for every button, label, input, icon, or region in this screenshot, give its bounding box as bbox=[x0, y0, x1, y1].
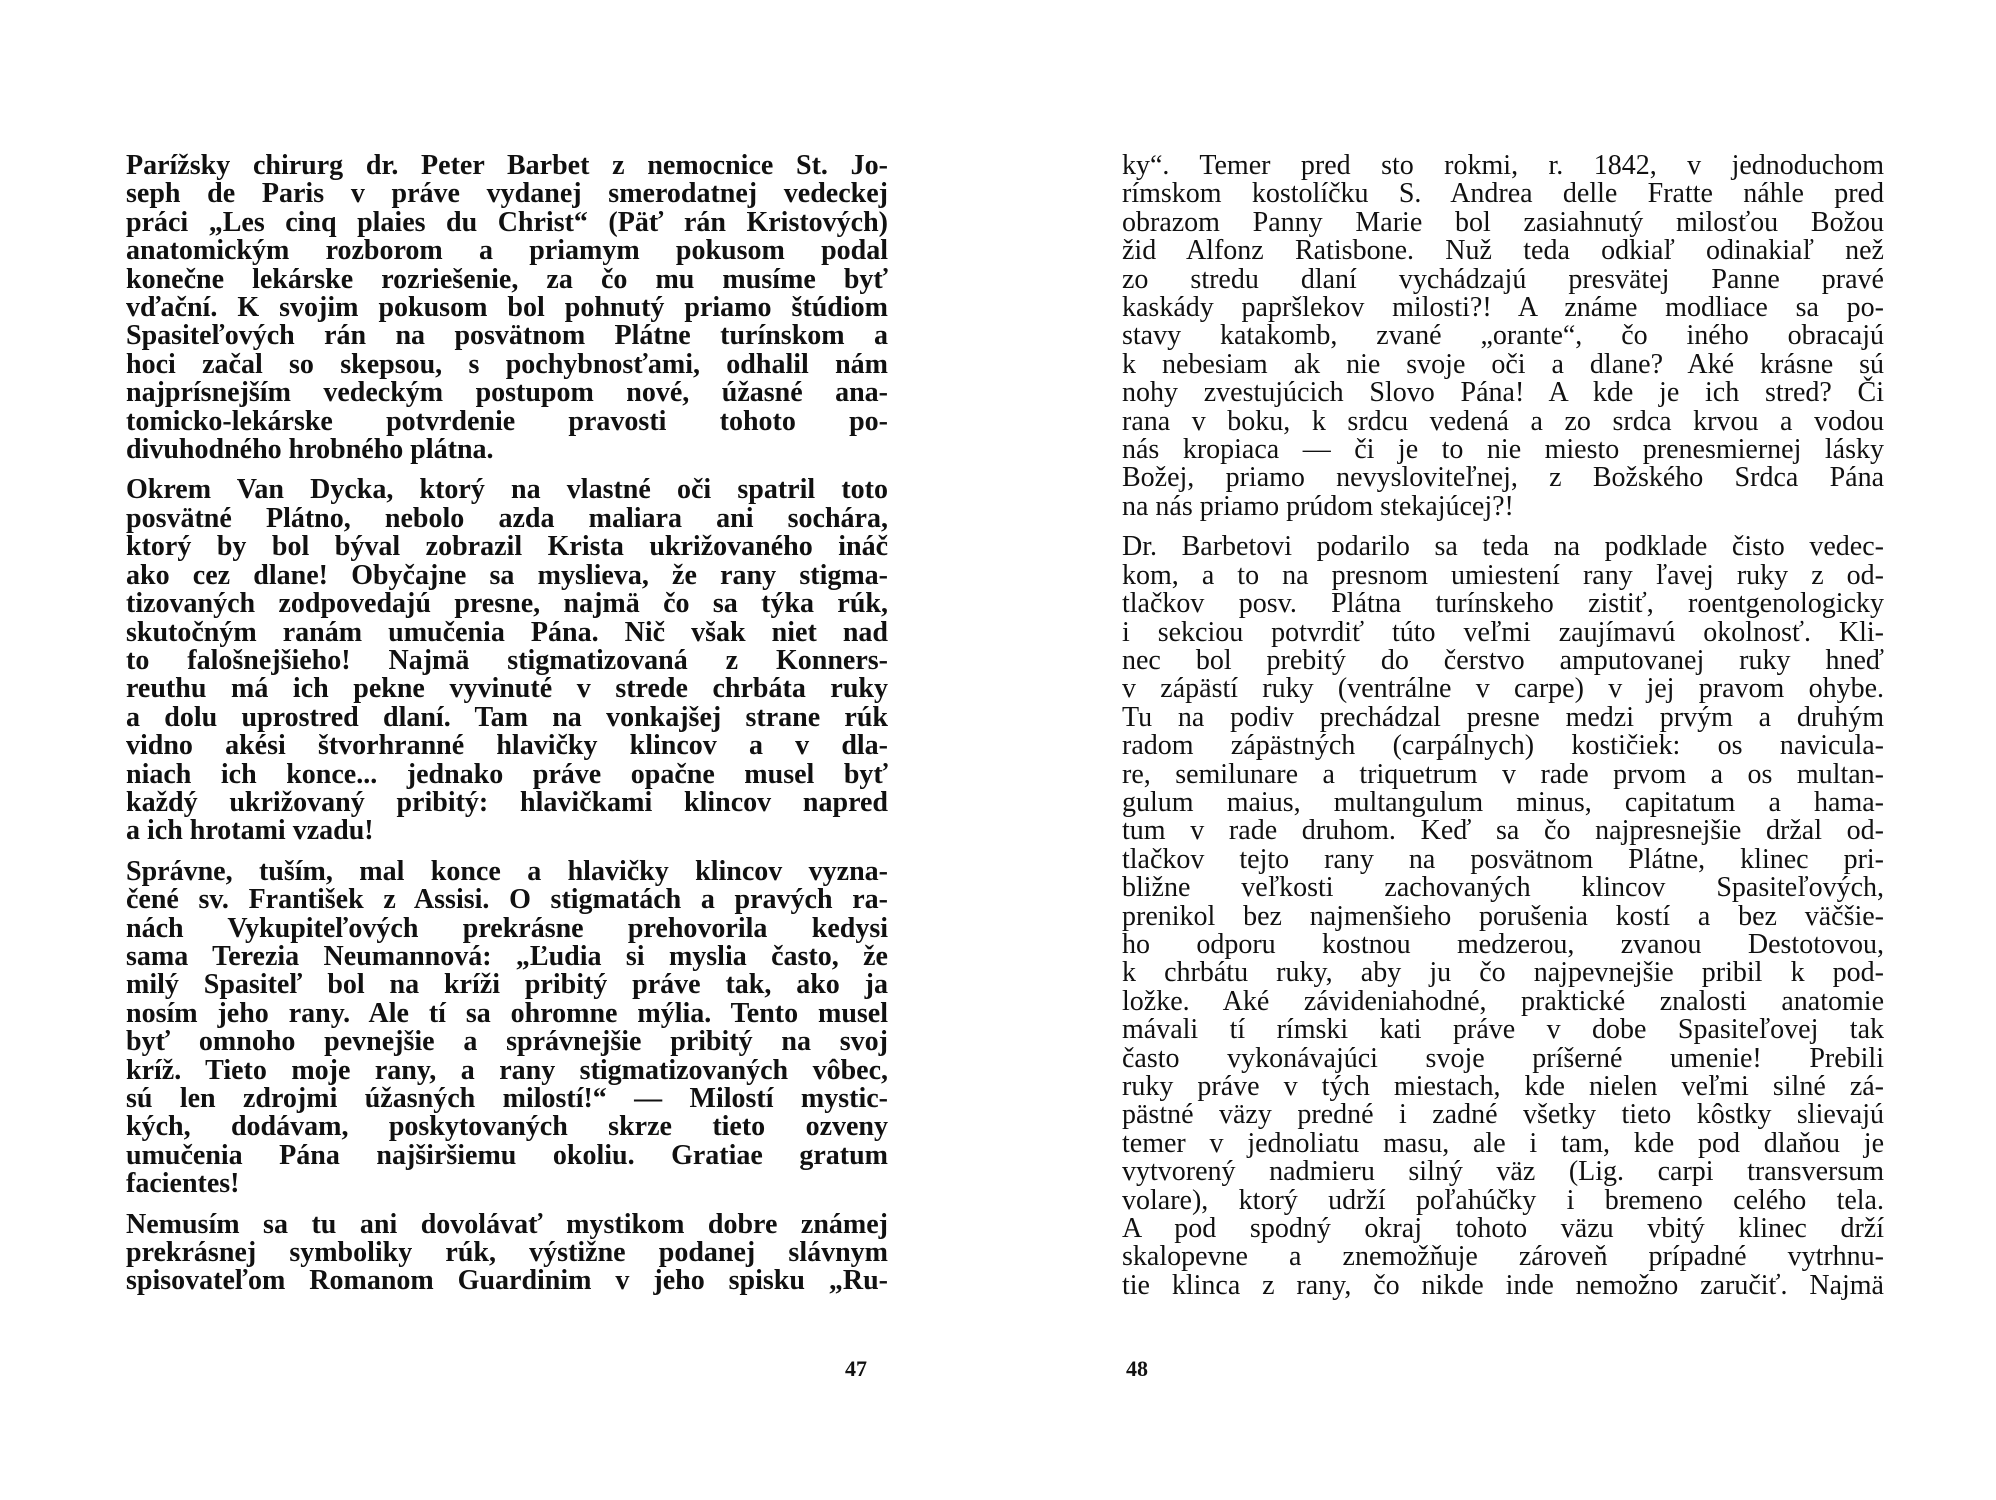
text-line: hoci začal so skepsou, s pochybnosťami, odhalil nám bbox=[126, 348, 888, 380]
text-line: najprísnejším vedeckým postupom nové, úžasné ana- bbox=[126, 377, 888, 409]
text-line: mávali tí rímski kati práve v dobe Spasiteľovej tak bbox=[1122, 1014, 1884, 1046]
text-line: vytvorený nadmieru silný väz (Lig. carpi transversum bbox=[1122, 1156, 1884, 1188]
text-line: Správne, tuším, mal konce a hlavičky klincov vyzna- bbox=[126, 855, 888, 887]
paragraph bbox=[126, 152, 888, 464]
text-line: sú len zdrojmi úžasných milostí!“ — Milostí mystic- bbox=[126, 1083, 888, 1114]
text-line: rímskom kostolíčku S. Andrea delle Fratte náhle pred bbox=[1122, 178, 1884, 210]
text-line: tizovaných zodpovedajú presne, najmä čo sa týka rúk, bbox=[126, 588, 888, 620]
text-line: Okrem Van Dycka, ktorý na vlastné oči spatril toto bbox=[126, 474, 888, 506]
text-line: čené sv. František z Assisi. O stigmatách a pravých ra- bbox=[126, 884, 888, 916]
text-line: k nebesiam ak nie svoje oči a dlane? Aké krásne sú bbox=[1122, 348, 1884, 380]
text-line: ložke. Aké závideniahodné, praktické znalosti anatomie bbox=[1122, 985, 1884, 1017]
text-line: nách Vykupiteľových prekrásne prehovorila kedysi bbox=[126, 912, 888, 944]
text-line: rana v boku, k srdcu vedená a zo srdca krvou a vodou bbox=[1122, 405, 1884, 437]
left-page-text bbox=[126, 152, 888, 1308]
text-line: tum v rade druhom. Keď sa čo najpresnejšie držal od- bbox=[1122, 815, 1884, 847]
text-line: to falošnejšieho! Najmä stigmatizovaná z Konners- bbox=[126, 644, 888, 676]
text-line: stavy katakomb, zvané „orante“, čo iného obracajú bbox=[1122, 320, 1884, 352]
text-line: tlačkov tejto rany na posvätnom Plátne, klinec pri- bbox=[1122, 843, 1884, 875]
text-line: bližne veľkosti zachovaných klincov Spasiteľových, bbox=[1122, 872, 1884, 904]
text-line: temer v jednoliatu masu, ale i tam, kde pod dlaňou je bbox=[1122, 1127, 1884, 1159]
text-line: tomicko-lekárske potvrdenie pravosti tohoto po- bbox=[126, 405, 888, 437]
text-line: na nás priamo prúdom stekajúcej?! bbox=[1122, 490, 1514, 522]
text-line: re, semilunare a triquetrum v rade prvom a os multan- bbox=[1122, 758, 1884, 790]
text-line: k chrbátu ruky, aby ju čo najpevnejšie pribil k pod- bbox=[1122, 957, 1884, 989]
page-number: 47 bbox=[845, 1356, 867, 1381]
text-line: reuthu má ich pekne vyvinuté v strede chrbáta ruky bbox=[126, 673, 888, 705]
right-page bbox=[998, 0, 1996, 1500]
text-line: gulum maius, multangulum minus, capitatum a hama- bbox=[1122, 786, 1884, 818]
text-line: nosím jeho rany. Ale tí sa ohromne mýlia. Tento musel bbox=[126, 997, 888, 1029]
text-line: A pod spodný okraj tohoto väzu vbitý klinec drží bbox=[1122, 1213, 1884, 1245]
text-line: vďační. K svojim pokusom bol pohnutý priamo štúdiom bbox=[126, 292, 888, 324]
text-line: ktorý by bol býval zobrazil Krista ukrižovaného ináč bbox=[126, 531, 888, 563]
text-line: facientes! bbox=[126, 1168, 240, 1200]
text-line: kaskády papršlekov milosti?! A známe modliace sa po- bbox=[1122, 292, 1884, 324]
text-line: skutočným ranám umučenia Pána. Nič však niet nad bbox=[126, 616, 888, 648]
text-line: obrazom Panny Marie bol zasiahnutý milosťou Božou bbox=[1122, 206, 1884, 238]
text-line: skalopevne a znemožňuje zároveň prípadné vytrhnu- bbox=[1122, 1241, 1884, 1273]
text-line: Božej, priamo nevysloviteľnej, z Božského Srdca Pána bbox=[1122, 462, 1884, 494]
page-number: 48 bbox=[1126, 1356, 1148, 1381]
text-line: každý ukrižovaný pribitý: hlavičkami klincov napred bbox=[126, 786, 888, 818]
paragraph bbox=[126, 855, 888, 1200]
text-line: zo stredu dlaní vychádzajú presvätej Panne pravé bbox=[1122, 263, 1884, 295]
text-line: ruky práve v tých miestach, kde nielen veľmi silné zá- bbox=[1122, 1071, 1884, 1102]
text-line: seph de Paris v práve vydanej smerodatnej vedeckej bbox=[126, 178, 888, 210]
text-line: často vykonávajúci svoje príšerné umenie! Prebili bbox=[1122, 1042, 1884, 1074]
text-line: anatomickým rozborom a priamym pokusom podal bbox=[126, 235, 888, 267]
paragraph bbox=[1122, 533, 1884, 1300]
text-line: a ich hrotami vzadu! bbox=[126, 815, 374, 847]
text-line: radom zápästných (carpálnych) kostičiek: os navicula- bbox=[1122, 730, 1884, 762]
text-line: kríž. Tieto moje rany, a rany stigmatizovaných vôbec, bbox=[126, 1054, 888, 1086]
text-line: nohy zvestujúcich Slovo Pána! A kde je ich stred? Či bbox=[1122, 377, 1884, 409]
text-line: nás kropiaca — či je to nie miesto prenesmiernej lásky bbox=[1122, 434, 1884, 466]
text-line: tlačkov posv. Plátna turínskeho zistiť, roentgenologicky bbox=[1122, 588, 1884, 620]
text-line: umučenia Pána najširšiemu okoliu. Gratiae gratum bbox=[126, 1139, 888, 1171]
text-line: kom, a to na presnom umiestení rany ľavej ruky z od- bbox=[1122, 559, 1884, 591]
text-line: ky“. Temer pred sto rokmi, r. 1842, v jednoduchom bbox=[1122, 150, 1884, 181]
text-line: volare), ktorý udrží poľahúčky i bremeno celého tela. bbox=[1122, 1184, 1884, 1216]
text-line: ho odporu kostnou medzerou, zvanou Destotovou, bbox=[1122, 928, 1884, 960]
paragraph bbox=[126, 476, 888, 845]
text-line: spisovateľom Romanom Guardinim v jeho spisku „Ru- bbox=[126, 1265, 888, 1297]
text-line: sama Terezia Neumannová: „Ľudia si myslia často, že bbox=[126, 940, 888, 972]
text-line: pästné väzy predné i zadné všetky tieto kôstky slievajú bbox=[1122, 1099, 1884, 1131]
text-line: divuhodného hrobného plátna. bbox=[126, 434, 494, 466]
text-line: byť omnoho pevnejšie a správnejšie pribitý na svoj bbox=[126, 1026, 888, 1058]
text-line: Spasiteľových rán na posvätnom Plátne turínskom a bbox=[126, 320, 888, 352]
text-line: práci „Les cinq plaies du Christ“ (Päť rán Kristových) bbox=[126, 206, 888, 238]
text-line: Nemusím sa tu ani dovolávať mystikom dobre známej bbox=[126, 1208, 888, 1240]
text-line: niach ich konce... jednako práve opačne musel byť bbox=[126, 758, 888, 790]
text-line: Dr. Barbetovi podarilo sa teda na podklade čisto vedec- bbox=[1122, 531, 1884, 563]
text-line: Tu na podiv prechádzal presne medzi prvým a druhým bbox=[1122, 701, 1884, 733]
text-line: prekrásnej symboliky rúk, výstižne podanej slávnym bbox=[126, 1237, 888, 1269]
text-line: Parížsky chirurg dr. Peter Barbet z nemocnice St. Jo- bbox=[126, 150, 888, 181]
text-line: milý Spasiteľ bol na kríži pribitý práve tak, ako ja bbox=[126, 969, 888, 1001]
text-line: v zápästí ruky (ventrálne v carpe) v jej pravom ohybe. bbox=[1122, 673, 1884, 705]
text-line: ako cez dlane! Obyčajne sa myslieva, že rany stigma- bbox=[126, 559, 888, 591]
text-line: kých, dodávam, poskytovaných skrze tieto ozveny bbox=[126, 1111, 888, 1143]
text-line: tie klinca z rany, čo nikde inde nemožno zaručiť. Najmä bbox=[1122, 1269, 1884, 1301]
text-line: a dolu uprostred dlaní. Tam na vonkajšej strane rúk bbox=[126, 701, 888, 733]
right-page-text bbox=[1122, 152, 1884, 1312]
text-line: i sekciou potvrdiť túto veľmi zaujímavú okolnosť. Kli- bbox=[1122, 616, 1884, 648]
text-line: žid Alfonz Ratisbone. Nuž teda odkiaľ odinakiaľ než bbox=[1122, 235, 1884, 267]
text-line: posvätné Plátno, nebolo azda maliara ani sochára, bbox=[126, 502, 888, 534]
paragraph bbox=[126, 1208, 888, 1297]
text-line: vidno akési štvorhranné hlavičky klincov a v dla- bbox=[126, 730, 888, 762]
text-line: prenikol bez najmenšieho porušenia kostí a bez väčšie- bbox=[1122, 900, 1884, 932]
paragraph bbox=[1122, 152, 1884, 521]
text-line: konečne lekárske rozriešenie, za čo mu musíme byť bbox=[126, 263, 888, 295]
text-line: nec bol prebitý do čerstvo amputovanej ruky hneď bbox=[1122, 644, 1884, 676]
